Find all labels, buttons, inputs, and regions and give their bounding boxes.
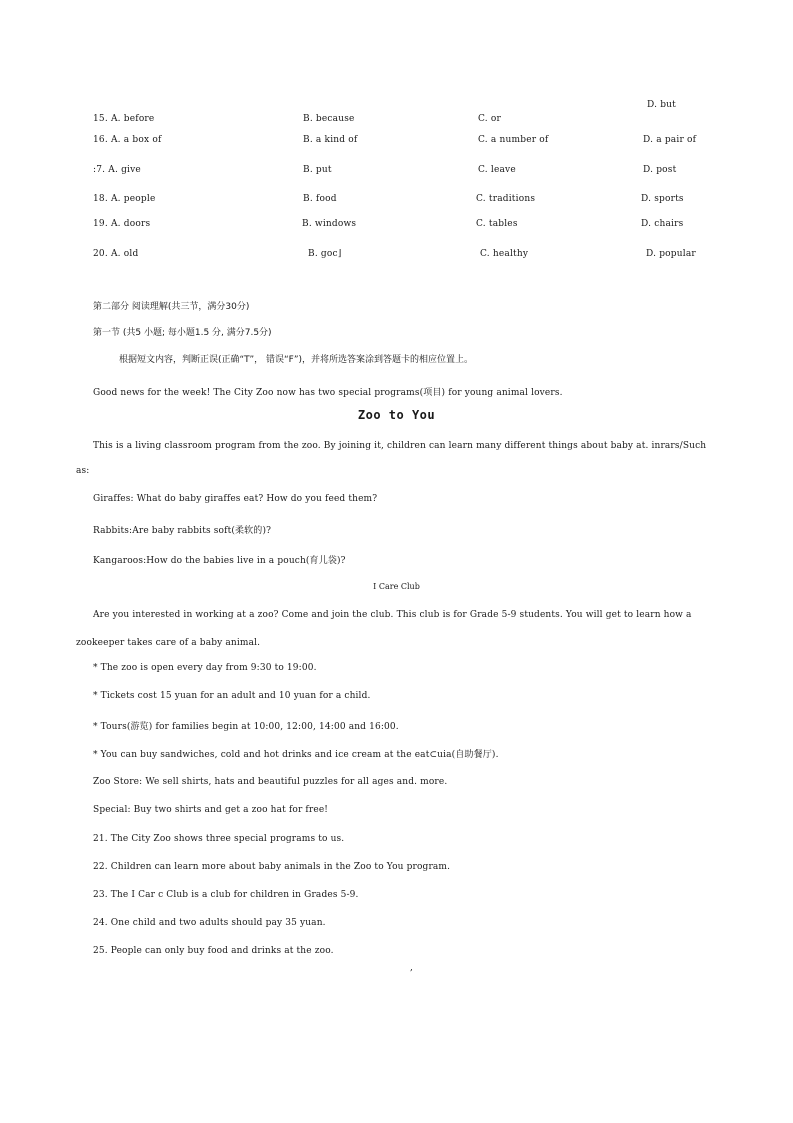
zoo-store-line: Zoo Store: We sell shirts, hats and beautiful puzzles for all ages and. more. xyxy=(93,777,448,787)
kangaroos-line: Kangaroos:How do the babies live in a pouch(育儿袋)? xyxy=(93,556,346,566)
club-title: I Care Club xyxy=(373,582,420,591)
instruction: 根据短文内容，判断正误(正确“T”， 错误“F”)，并将所选答案涂到答题卡的相应位置上。 xyxy=(119,355,474,365)
bullet-food: * You can buy sandwiches, cold and hot drinks and ice cream at the eat⊂uia(自助餐厅). xyxy=(93,750,499,760)
option-20-b: B. goc⌋ xyxy=(308,249,342,259)
option-16-c: C. a number of xyxy=(478,135,549,145)
option-20-d: D. popular xyxy=(646,249,696,259)
option-18-c: C. traditions xyxy=(476,194,536,204)
option-16-b: B. a kind of xyxy=(303,135,358,145)
option-16-a: 16. A. a box of xyxy=(93,135,162,145)
question-22: 22. Children can learn more about baby animals in the Zoo to You program. xyxy=(93,862,451,872)
option-18-b: B. food xyxy=(303,194,337,204)
paragraph-1-line-2: as: xyxy=(76,466,90,476)
option-17-d: D. post xyxy=(643,165,677,175)
bullet-tours: * Tours(游览) for families begin at 10:00, 12:00, 14:00 and 16:00. xyxy=(93,722,399,732)
paragraph-2-line-2: zookeeper takes care of a baby animal. xyxy=(76,638,261,648)
option-17-a: :7. A. give xyxy=(93,165,141,175)
option-17-b: B. put xyxy=(303,165,332,175)
question-21: 21. The City Zoo shows three special programs to us. xyxy=(93,834,345,844)
paragraph-1-line-1: This is a living classroom program from the zoo. By joining it, children can learn many different things about baby at. inrars/Such xyxy=(93,441,707,451)
option-18-a: 18. A. people xyxy=(93,194,156,204)
option-17-c: C. leave xyxy=(478,165,516,175)
bullet-tickets: * Tickets cost 15 yuan for an adult and 10 yuan for a child. xyxy=(93,691,371,701)
intro-text: Good news for the week! The City Zoo now has two special programs(项目) for young animal lovers. xyxy=(93,388,563,398)
option-20-a: 20. A. old xyxy=(93,249,139,259)
option-15-a: 15. A. before xyxy=(93,114,155,124)
option-15-b: B. because xyxy=(303,114,355,124)
option-15-c: C. or xyxy=(478,114,502,124)
page-mark: , xyxy=(410,963,414,973)
passage-title: Zoo to You xyxy=(357,408,436,422)
special-offer-line: Special: Buy two shirts and get a zoo hat for free! xyxy=(93,805,329,815)
option-20-c: C. healthy xyxy=(480,249,529,259)
option-19-c: C. tables xyxy=(476,219,518,229)
rabbits-line: Rabbits:Are baby rabbits soft(柔软的)? xyxy=(93,526,272,536)
bullet-hours: * The zoo is open every day from 9:30 to 19:00. xyxy=(93,663,317,673)
option-14-d: D. but xyxy=(647,100,676,110)
option-19-b: B. windows xyxy=(302,219,357,229)
option-19-d: D. chairs xyxy=(641,219,684,229)
giraffes-line: Giraffes: What do baby giraffes eat? How do you feed them? xyxy=(93,494,378,504)
part-heading: 第二部分 阅读理解(共三节，满分30分) xyxy=(93,302,250,312)
question-25: 25. People can only buy food and drinks at the zoo. xyxy=(93,946,334,956)
section-heading: 第一节 (共5 小题; 每小题1.5 分, 满分7.5分) xyxy=(93,328,272,338)
question-24: 24. One child and two adults should pay 35 yuan. xyxy=(93,918,326,928)
question-23: 23. The I Car c Club is a club for children in Grades 5-9. xyxy=(93,890,359,900)
option-16-d: D. a pair of xyxy=(643,135,697,145)
option-18-d: D. sports xyxy=(641,194,684,204)
paragraph-2-line-1: Are you interested in working at a zoo? Come and join the club. This club is for Grade 5-9 students. You will get to learn how a xyxy=(93,610,692,620)
option-19-a: 19. A. doors xyxy=(93,219,151,229)
